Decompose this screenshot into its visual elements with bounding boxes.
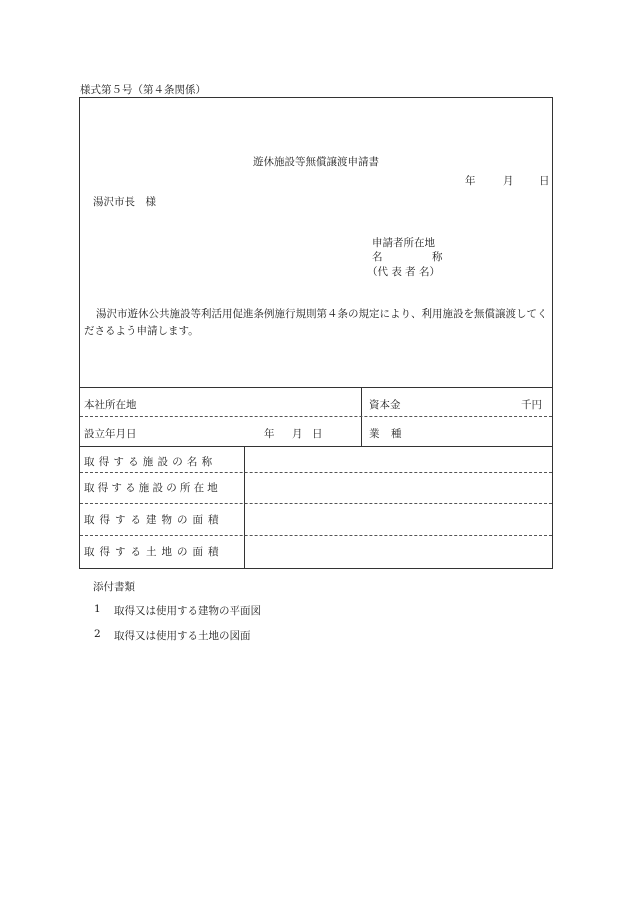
established-month: 月	[292, 428, 303, 440]
attachment-2-number: 2	[94, 628, 101, 640]
date-year: 年	[465, 175, 476, 187]
hq-address-label: 本社所在地	[84, 399, 137, 411]
established-year: 年	[264, 428, 275, 440]
form-title: 遊休施設等無償譲渡申請書	[253, 156, 379, 168]
applicant-representative-label: （代 表 者 名）	[367, 266, 441, 278]
capital-label: 資本金	[369, 399, 401, 411]
divider	[80, 387, 552, 388]
facility-name-label: 取得する施設の名称	[84, 456, 217, 468]
addressee: 湯沢市長 様	[93, 196, 156, 208]
established-label: 設立年月日	[84, 428, 137, 440]
divider	[80, 446, 552, 447]
applicant-name-label-1: 名	[372, 251, 383, 263]
date-day: 日	[539, 175, 550, 187]
capital-unit: 千円	[521, 399, 542, 411]
divider	[80, 472, 552, 473]
facility-location-label: 取得する施設の所在地	[84, 482, 221, 494]
established-day: 日	[312, 428, 323, 440]
attachment-1-number: 1	[94, 603, 101, 615]
industry-label-1: 業	[369, 428, 380, 440]
attachments-heading: 添付書類	[93, 581, 135, 593]
applicant-name-label-2: 称	[432, 251, 443, 263]
date-month: 月	[503, 175, 514, 187]
divider	[80, 416, 552, 417]
application-form	[79, 97, 553, 569]
building-area-label: 取得する建物の面積	[84, 514, 224, 526]
attachment-1-text: 取得又は使用する建物の平面図	[114, 605, 261, 617]
column-divider	[244, 446, 245, 568]
divider	[80, 535, 552, 536]
application-statement: 湯沢市遊休公共施設等利活用促進条例施行規則第４条の規定により、利用施設を無償譲渡してくださるよう申請します。	[84, 308, 548, 337]
attachment-2-text: 取得又は使用する土地の図面	[114, 630, 251, 642]
land-area-label: 取得する土地の面積	[84, 546, 224, 558]
divider	[80, 503, 552, 504]
industry-label-2: 種	[391, 428, 402, 440]
form-number: 様式第５号（第４条関係）	[80, 84, 206, 96]
applicant-address-label: 申請者所在地	[372, 237, 435, 249]
